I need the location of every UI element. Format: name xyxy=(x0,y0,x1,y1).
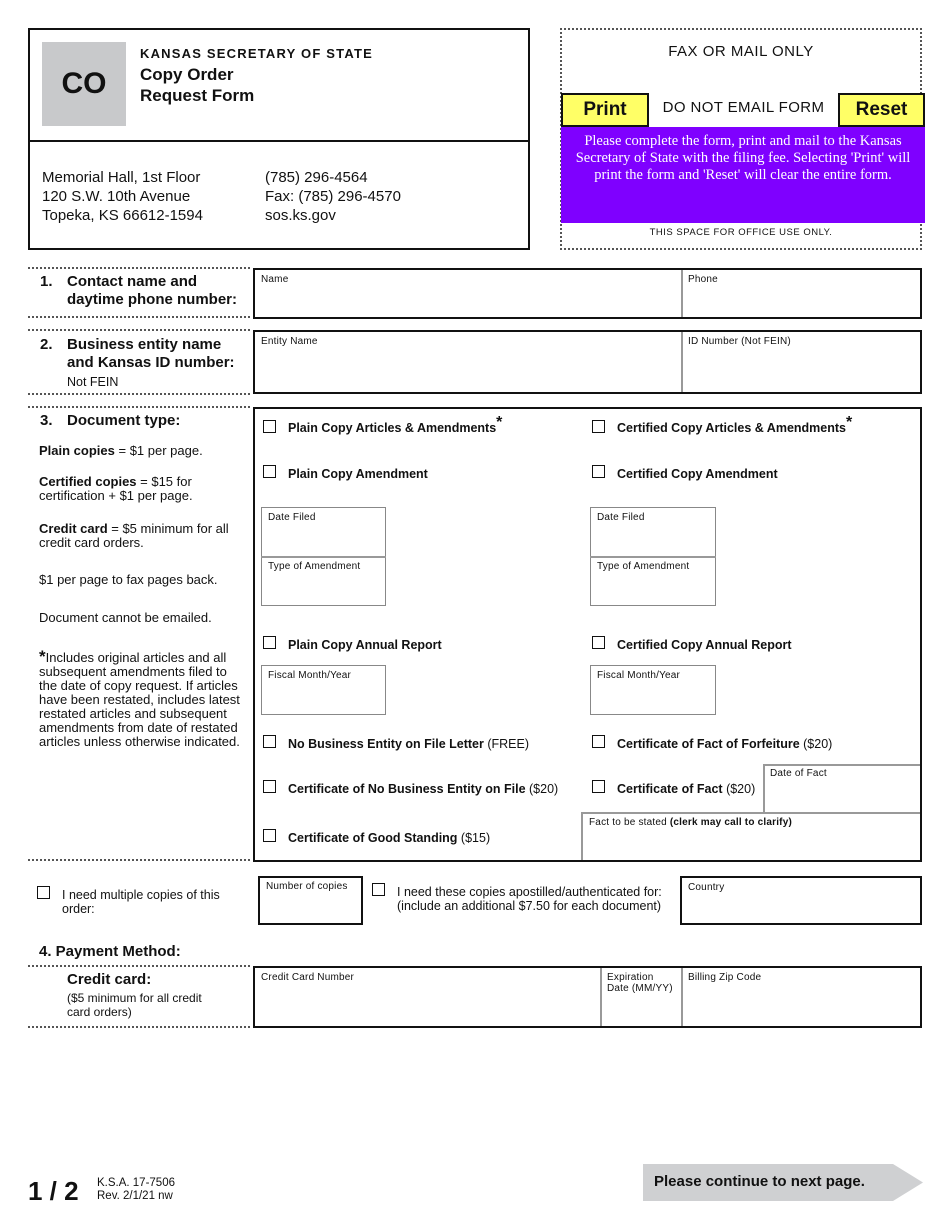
fax-or-mail-notice: FAX OR MAIL ONLY xyxy=(668,43,814,60)
section2-sublabel: Not FEIN xyxy=(67,375,119,389)
instructions-panel: Please complete the form, print and mail to the Kansas Secretary of State with the filing fee. Selecting 'Print' will print the form and 'Reset' will clear the entire form. xyxy=(561,127,925,223)
billing-zip-label: Billing Zip Code xyxy=(688,972,762,983)
cert-of-fact-checkbox[interactable] xyxy=(592,780,605,793)
section2-label-line1: Business entity name xyxy=(67,336,222,353)
statute-reference: K.S.A. 17-7506 xyxy=(97,1177,175,1189)
dotted-separator xyxy=(28,316,250,318)
entity-fields-box xyxy=(253,330,922,394)
number-of-copies-label: Number of copies xyxy=(266,881,348,892)
certified-amendment-label: Certified Copy Amendment xyxy=(617,467,778,481)
multiple-copies-checkbox[interactable] xyxy=(37,886,50,899)
continue-text: Please continue to next page. xyxy=(654,1173,865,1190)
entity-name-label: Entity Name xyxy=(261,336,318,347)
section2-label-line2: and Kansas ID number: xyxy=(67,354,235,371)
apostille-line2: (include an additional $7.50 for each document) xyxy=(397,899,662,913)
plain-fiscal-field[interactable] xyxy=(261,665,386,715)
name-field[interactable] xyxy=(255,270,681,317)
credit-card-pricing: Credit card = $5 minimum for all credit card orders. xyxy=(39,521,229,550)
dotted-separator xyxy=(28,393,250,395)
certified-fiscal-field[interactable] xyxy=(590,665,716,715)
type-of-amendment-label: Type of Amendment xyxy=(268,561,361,572)
date-of-fact-field[interactable] xyxy=(764,765,920,813)
payment-method-title: 4. Payment Method: xyxy=(39,943,181,960)
dotted-separator xyxy=(28,329,250,331)
fact-to-be-stated-field[interactable] xyxy=(583,813,920,860)
phone-field[interactable] xyxy=(683,270,920,317)
fact-to-be-stated-label: Fact to be stated (clerk may call to clarify) xyxy=(589,817,792,828)
continue-banner xyxy=(643,1164,923,1201)
id-number-label: ID Number (Not FEIN) xyxy=(688,336,791,347)
plain-amendment-label: Plain Copy Amendment xyxy=(288,467,428,481)
fiscal-label: Fiscal Month/Year xyxy=(268,670,352,681)
articles-footnote: *Includes original articles and all subsequent amendments filed to the date of copy request. If articles have been restated, includes latest restated articles and subsequent amendments from date of restated articles unless otherwise indicated. xyxy=(39,647,240,749)
plain-articles-checkbox[interactable] xyxy=(263,420,276,433)
plain-date-filed-field[interactable] xyxy=(261,507,386,556)
cert-of-fact-label: Certificate of Fact ($20) xyxy=(617,782,756,796)
good-standing-label: Certificate of Good Standing ($15) xyxy=(288,831,491,845)
expiration-date-field[interactable] xyxy=(602,968,681,1026)
country-field[interactable] xyxy=(680,876,922,925)
date-of-fact-label: Date of Fact xyxy=(770,768,827,779)
certified-type-of-amendment-field[interactable] xyxy=(590,557,716,606)
section1-label-line1: Contact name and xyxy=(67,273,198,290)
dotted-separator xyxy=(28,267,250,269)
mailing-address xyxy=(42,168,203,225)
name-field-label: Name xyxy=(261,274,289,285)
dotted-separator xyxy=(28,406,250,408)
certified-amendment-checkbox[interactable] xyxy=(592,465,605,478)
plain-annual-report-checkbox[interactable] xyxy=(263,636,276,649)
form-title xyxy=(140,64,340,106)
revision-date: Rev. 2/1/21 nw xyxy=(97,1189,173,1202)
billing-zip-field[interactable] xyxy=(683,968,920,1026)
forfeiture-checkbox[interactable] xyxy=(592,735,605,748)
do-not-email-notice: DO NOT EMAIL FORM xyxy=(662,99,825,116)
website-link[interactable]: sos.ks.gov xyxy=(265,207,336,224)
form-title-line2: Request Form xyxy=(140,86,255,105)
apostille-label xyxy=(397,885,662,913)
plain-amendment-checkbox[interactable] xyxy=(263,465,276,478)
section1-label xyxy=(67,273,237,309)
no-entity-letter-checkbox[interactable] xyxy=(263,735,276,748)
header-divider xyxy=(28,140,530,142)
certified-annual-report-label: Certified Copy Annual Report xyxy=(617,638,792,652)
entity-name-field[interactable] xyxy=(255,332,681,392)
date-filed-label: Date Filed xyxy=(268,512,316,523)
fax-back-pricing: $1 per page to fax pages back. xyxy=(39,572,218,587)
section2-number: 2. xyxy=(40,336,53,353)
plain-articles-label: Plain Copy Articles & Amendments* xyxy=(288,413,503,435)
form-code-badge: CO xyxy=(42,42,126,126)
agency-name: KANSAS SECRETARY OF STATE xyxy=(140,46,373,61)
section3-number: 3. xyxy=(40,412,53,429)
certified-copy-pricing: Certified copies = $15 for certification + $1 per page. xyxy=(39,474,193,503)
good-standing-checkbox[interactable] xyxy=(263,829,276,842)
country-label: Country xyxy=(688,882,725,893)
address-line: 120 S.W. 10th Avenue xyxy=(42,188,191,205)
section1-number: 1. xyxy=(40,273,53,290)
page-number: 1 / 2 xyxy=(28,1176,79,1206)
plain-type-of-amendment-field[interactable] xyxy=(261,557,386,606)
section2-label xyxy=(67,336,235,372)
form-title-line1: Copy Order xyxy=(140,65,234,84)
card-number-label: Credit Card Number xyxy=(261,972,355,983)
certified-articles-label: Certified Copy Articles & Amendments* xyxy=(617,413,853,435)
no-entity-letter-label: No Business Entity on File Letter (FREE) xyxy=(288,737,530,751)
certified-date-filed-field[interactable] xyxy=(590,507,716,556)
no-email-note: Document cannot be emailed. xyxy=(39,610,212,625)
section3-label: Document type: xyxy=(67,412,181,429)
type-of-amendment-label: Type of Amendment xyxy=(597,561,690,572)
contact-fields-box xyxy=(253,268,922,319)
forfeiture-label: Certificate of Fact of Forfeiture ($20) xyxy=(617,737,833,751)
print-button[interactable]: Print xyxy=(561,93,649,127)
dotted-separator xyxy=(28,965,250,967)
date-filed-label: Date Filed xyxy=(597,512,645,523)
credit-card-note: ($5 minimum for all credit card orders) xyxy=(67,991,202,1019)
contact-info xyxy=(265,168,401,225)
id-number-field[interactable] xyxy=(683,332,920,392)
certified-articles-checkbox[interactable] xyxy=(592,420,605,433)
credit-card-number-field[interactable] xyxy=(255,968,600,1026)
dotted-separator xyxy=(28,859,250,861)
apostille-checkbox[interactable] xyxy=(372,883,385,896)
form-reference xyxy=(97,1177,175,1202)
plain-copy-pricing: Plain copies = $1 per page. xyxy=(39,443,203,458)
phone-number: (785) 296-4564 xyxy=(265,169,368,186)
address-line: Topeka, KS 66612-1594 xyxy=(42,207,203,224)
no-entity-cert-label: Certificate of No Business Entity on File ($20) xyxy=(288,782,559,796)
reset-button[interactable]: Reset xyxy=(838,93,925,127)
fiscal-label: Fiscal Month/Year xyxy=(597,670,681,681)
phone-field-label: Phone xyxy=(688,274,718,285)
plain-annual-report-label: Plain Copy Annual Report xyxy=(288,638,442,652)
certified-annual-report-checkbox[interactable] xyxy=(592,636,605,649)
multiple-copies-label: I need multiple copies of this order: xyxy=(62,888,220,916)
payment-fields-box xyxy=(253,966,922,1028)
section1-label-line2: daytime phone number: xyxy=(67,291,238,308)
address-line: Memorial Hall, 1st Floor xyxy=(42,169,201,186)
office-use-label: THIS SPACE FOR OFFICE USE ONLY. xyxy=(649,227,833,238)
fax-number: Fax: (785) 296-4570 xyxy=(265,188,401,205)
expiration-label: Expiration Date (MM/YY) xyxy=(607,972,673,994)
number-of-copies-field[interactable] xyxy=(258,876,363,925)
dotted-separator xyxy=(28,1026,250,1028)
no-entity-cert-checkbox[interactable] xyxy=(263,780,276,793)
credit-card-label: Credit card: xyxy=(67,971,152,988)
apostille-line1: I need these copies apostilled/authenticated for: xyxy=(397,885,662,899)
